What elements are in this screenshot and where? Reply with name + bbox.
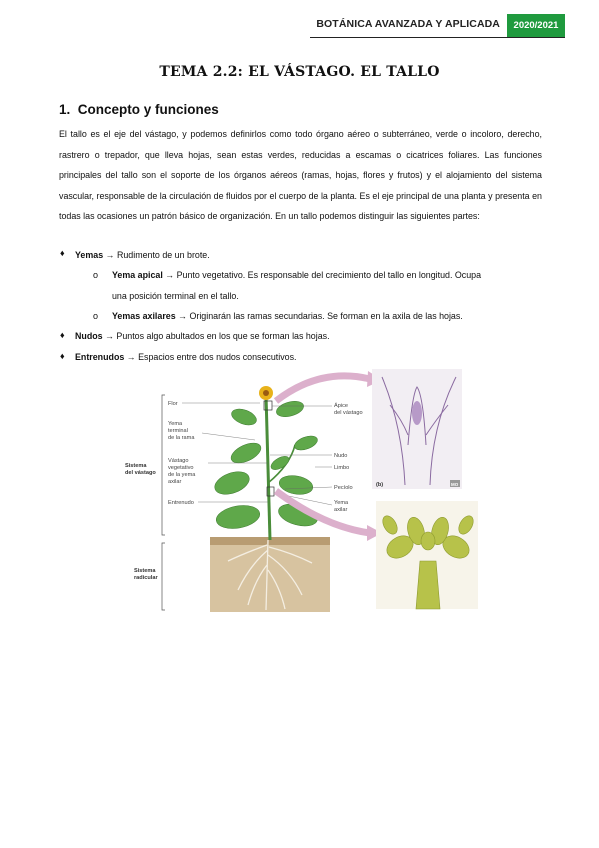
list-item (75, 245, 210, 265)
list-term: Entrenudos (75, 352, 125, 362)
section-number: 1. (59, 102, 71, 117)
page-title: TEMA 2.2: EL VÁSTAGO. EL TALLO (159, 64, 440, 80)
label-apice-1: Ápice (334, 403, 348, 409)
arrow-icon: → (105, 331, 114, 341)
year-badge: 2020/2021 (507, 14, 565, 37)
list-item (75, 347, 297, 367)
flower-center (263, 390, 269, 396)
label-entrenudo: Entrenudo (168, 500, 194, 506)
list-text: Puntos algo abultados en los que se forman las hojas. (113, 331, 330, 341)
list-text: Espacios entre dos nudos consecutivos. (135, 352, 297, 362)
label-sistema-vastago-2: del vástago (125, 470, 156, 476)
label-sistema-radicular-2: radicular (134, 575, 158, 581)
page-header (310, 14, 565, 38)
list-text: Rudimento de un brote. (114, 250, 210, 260)
label-sistema-radicular-1: Sistema (134, 568, 156, 574)
body-paragraph: El tallo es el eje del vástago, y podemos definirlos como todo órgano aéreo o subterráneo, verde o incoloro, derecho, rastrero o trepador, que lleva hojas, sean estas verdes, reducidas a escamas o cicatrices foliares. Las funciones principales del tallo son el soporte de los órganos aéreos (ramas, hojas, flores y frutos) y el alojamiento del sistema vascular, responsable de la circulación de fluidos por el cuerpo de la planta. Es el eje principal de una planta y presenta en todas las ocasiones un patrón básico de organización. En un tallo podemos distinguir las siguientes partes: (59, 129, 542, 221)
arrow-icon: → (105, 250, 115, 260)
label-nudo: Nudo (334, 453, 348, 459)
label-yema-axilar-2: axilar (334, 507, 348, 513)
list-item-continued: una posición terminal en el tallo. (112, 291, 239, 301)
label-flor: Flor (168, 401, 178, 407)
arrow-icon: → (178, 311, 188, 321)
label-yema-terminal-1: Yema (168, 421, 183, 427)
label-yema-terminal-3: de la rama (168, 435, 195, 441)
photo-label: (b) (376, 482, 384, 488)
list-text: Originarán las ramas secundarias. Se forman en la axila de las hojas. (187, 311, 463, 321)
list-term: Yema apical (112, 270, 163, 280)
bullet-icon: ♦ (60, 248, 65, 258)
list-term: Yemas axilares (112, 311, 176, 321)
arrow-to-micrograph (276, 376, 370, 401)
list-term: Yemas (75, 250, 104, 260)
label-apice-2: del vástago (334, 410, 363, 416)
label-vastago-2: vegetativo (168, 465, 194, 471)
arrow-icon: → (165, 270, 175, 280)
list-item (75, 326, 330, 346)
label-limbo: Limbo (334, 465, 350, 471)
label-vastago-3: de la yema (168, 472, 196, 478)
stem (266, 395, 270, 540)
label-sistema-vastago-1: Sistema (125, 463, 147, 469)
list-text: Punto vegetativo. Es responsable del crecimiento del tallo en longitud. Ocupa (174, 270, 482, 280)
label-vastago-4: axilar (168, 479, 182, 485)
section-heading (59, 102, 219, 117)
sub-bullet-icon: o (93, 270, 99, 280)
course-name: BOTÁNICA AVANZADA Y APLICADA (316, 18, 500, 30)
photo-tag: MO (451, 482, 459, 487)
arrow-icon: → (126, 352, 136, 362)
label-peciolo: Pecíolo (334, 485, 353, 491)
label-vastago-1: Vástago (168, 458, 189, 464)
label-yema-axilar-1: Yema (334, 500, 349, 506)
plant-diagram (120, 365, 480, 615)
root-system-bracket (162, 543, 165, 610)
list-item (112, 306, 463, 326)
bullet-icon: ♦ (60, 351, 65, 361)
soil (210, 537, 330, 612)
sub-bullet-icon: o (93, 311, 99, 321)
shoot-system-bracket (162, 395, 165, 535)
bullet-icon: ♦ (60, 330, 65, 340)
list-term: Nudos (75, 331, 103, 341)
apical-meristem (412, 401, 422, 425)
label-yema-terminal-2: terminal (168, 428, 188, 434)
section-title: Concepto y funciones (77, 102, 219, 117)
list-item (112, 265, 542, 285)
